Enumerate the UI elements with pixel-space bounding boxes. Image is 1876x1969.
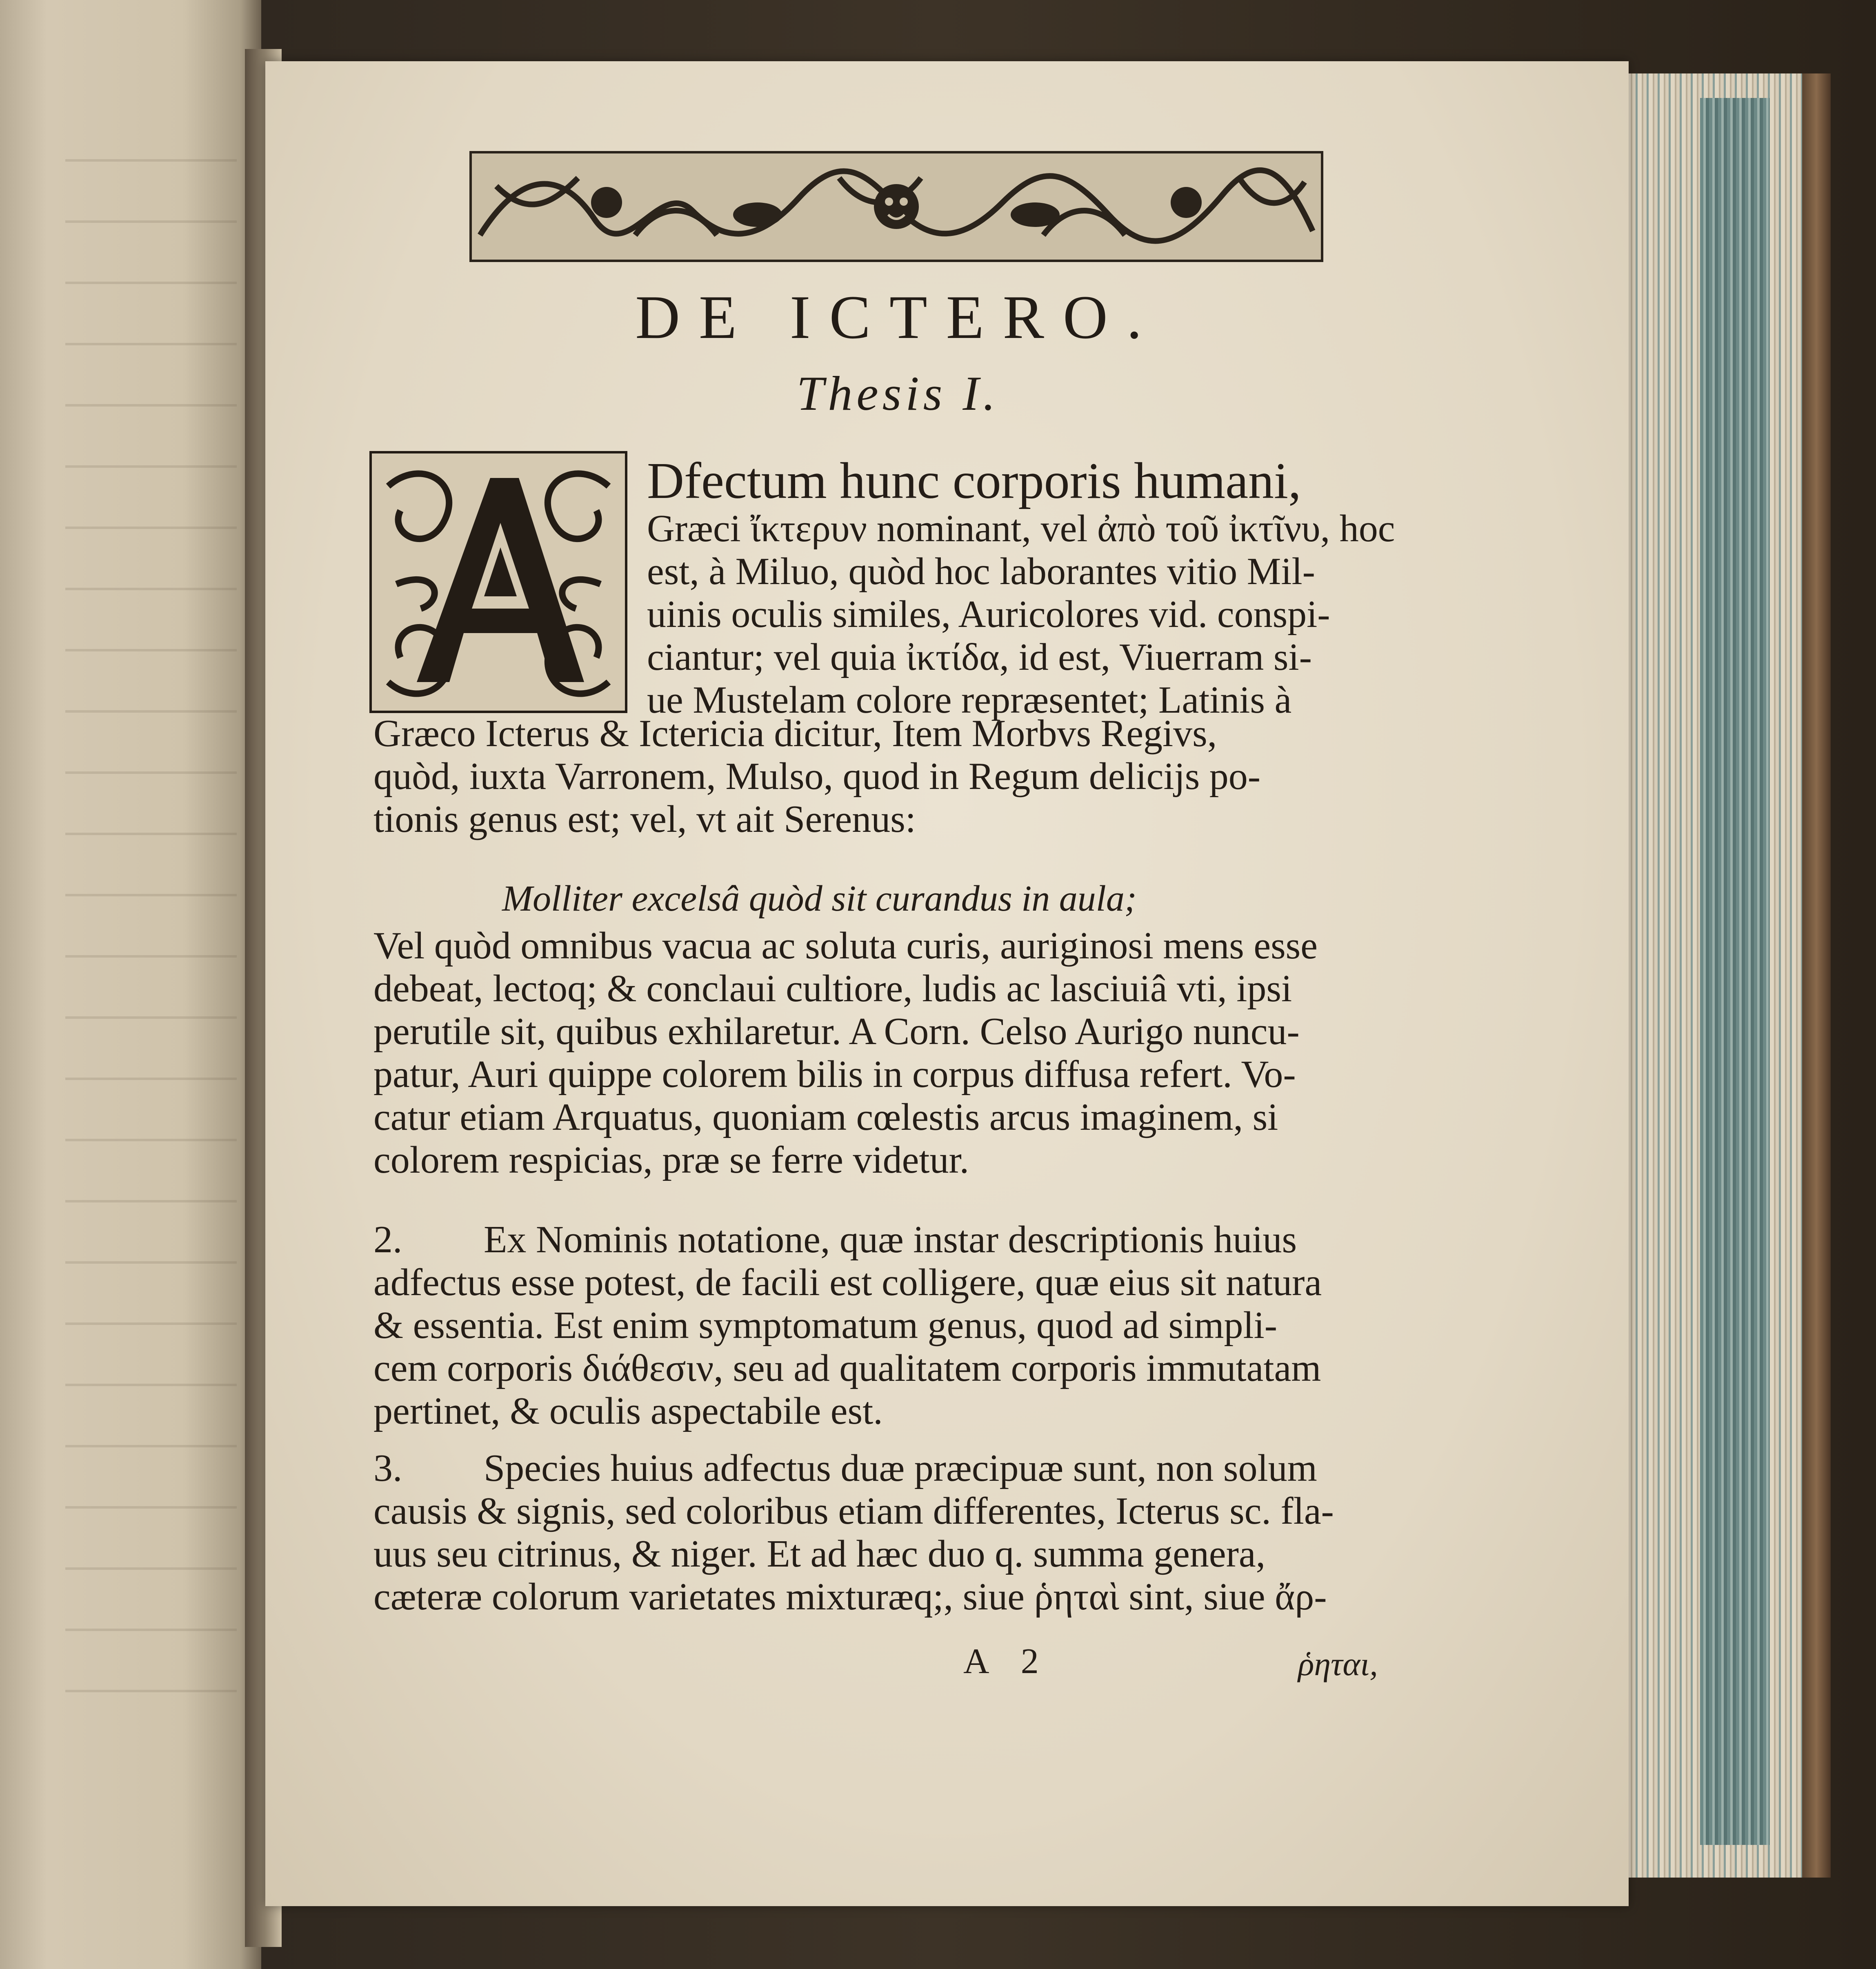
paragraph-1-continued: [373, 712, 1414, 841]
text-line: est, à Miluo, quòd hoc laborantes vitio Mil-: [647, 550, 1315, 593]
woodcut-headpiece: [469, 151, 1323, 262]
paragraph-2: [373, 1218, 1322, 1433]
page-fore-edge: [1627, 73, 1814, 1878]
text-line: ciantur; vel quia ἰκτίδα, id est, Viuerram si-: [647, 636, 1312, 678]
verse-quote: Molliter excelsâ quòd sit curandus in aula;: [502, 878, 1137, 919]
text-line: perutile sit, quibus exhilaretur. A Corn. Celso Aurigo nuncu-: [373, 1010, 1300, 1053]
decorated-initial: [369, 451, 627, 713]
paragraph-1-opening: [647, 455, 1414, 722]
text-line: Græco Icterus & Ictericia dicitur, Item Morbvs Regivs,: [373, 712, 1217, 755]
catchword: ῥηται,: [1298, 1645, 1378, 1682]
paragraph-number: 2.: [373, 1218, 402, 1261]
text-line: uus seu citrinus, & niger. Et ad hæc duo q. summa genera,: [373, 1533, 1266, 1575]
thesis-heading: Thesis I.: [796, 366, 1000, 420]
text-line: ue Mustelam colore repræsentet; Latinis à: [647, 679, 1292, 721]
text-line: causis & signis, sed coloribus etiam differentes, Icterus sc. fla-: [373, 1490, 1334, 1532]
text-line: patur, Auri quippe colorem bilis in corpus diffusa refert. Vo-: [373, 1053, 1296, 1096]
text-line: Dfectum hunc corporis humani,: [647, 453, 1301, 509]
text-line: Species huius adfectus duæ præcipuæ sunt, non solum: [484, 1447, 1317, 1489]
text-line: colorem respicias, præ se ferre videtur.: [373, 1139, 969, 1181]
text-line: catur etiam Arquatus, quoniam cœlestis arcus imaginem, si: [373, 1096, 1278, 1138]
text-line: Græci ἴκτερυν nominant, vel ἀπὸ τοῦ ἰκτῖνυ, hoc: [647, 507, 1395, 550]
left-page: [0, 0, 261, 1969]
text-line: quòd, iuxta Varronem, Mulso, quod in Regum delicijs po-: [373, 755, 1261, 798]
text-line: uinis oculis similes, Auricolores vid. conspi-: [647, 593, 1330, 636]
paragraph-number: 3.: [373, 1447, 402, 1489]
text-line: & essentia. Est enim symptomatum genus, quod ad simpli-: [373, 1304, 1278, 1347]
paragraph-3: [373, 1447, 1334, 1618]
paragraph-1-end: [373, 924, 1414, 1182]
page-title: DE ICTERO.: [635, 283, 1161, 351]
text-line: Vel quòd omnibus vacua ac soluta curis, auriginosi mens esse: [373, 924, 1318, 967]
text-line: Ex Nominis notatione, quæ instar descriptionis huius: [484, 1218, 1297, 1261]
text-line: pertinet, & oculis aspectabile est.: [373, 1390, 883, 1432]
signature-mark: A 2: [963, 1642, 1051, 1681]
text-line: cæteræ colorum varietates mixturæq;, siue ῥηταὶ sint, siue ἄρ-: [373, 1576, 1327, 1618]
text-line: adfectus esse potest, de facili est colligere, quæ eius sit natura: [373, 1261, 1322, 1304]
text-line: debeat, lectoq; & conclaui cultiore, ludis ac lasciuiâ vti, ipsi: [373, 967, 1292, 1010]
text-line: cem corporis διάθεσιν, seu ad qualitatem corporis immutatam: [373, 1347, 1321, 1389]
text-line: tionis genus est; vel, vt ait Serenus:: [373, 798, 916, 840]
